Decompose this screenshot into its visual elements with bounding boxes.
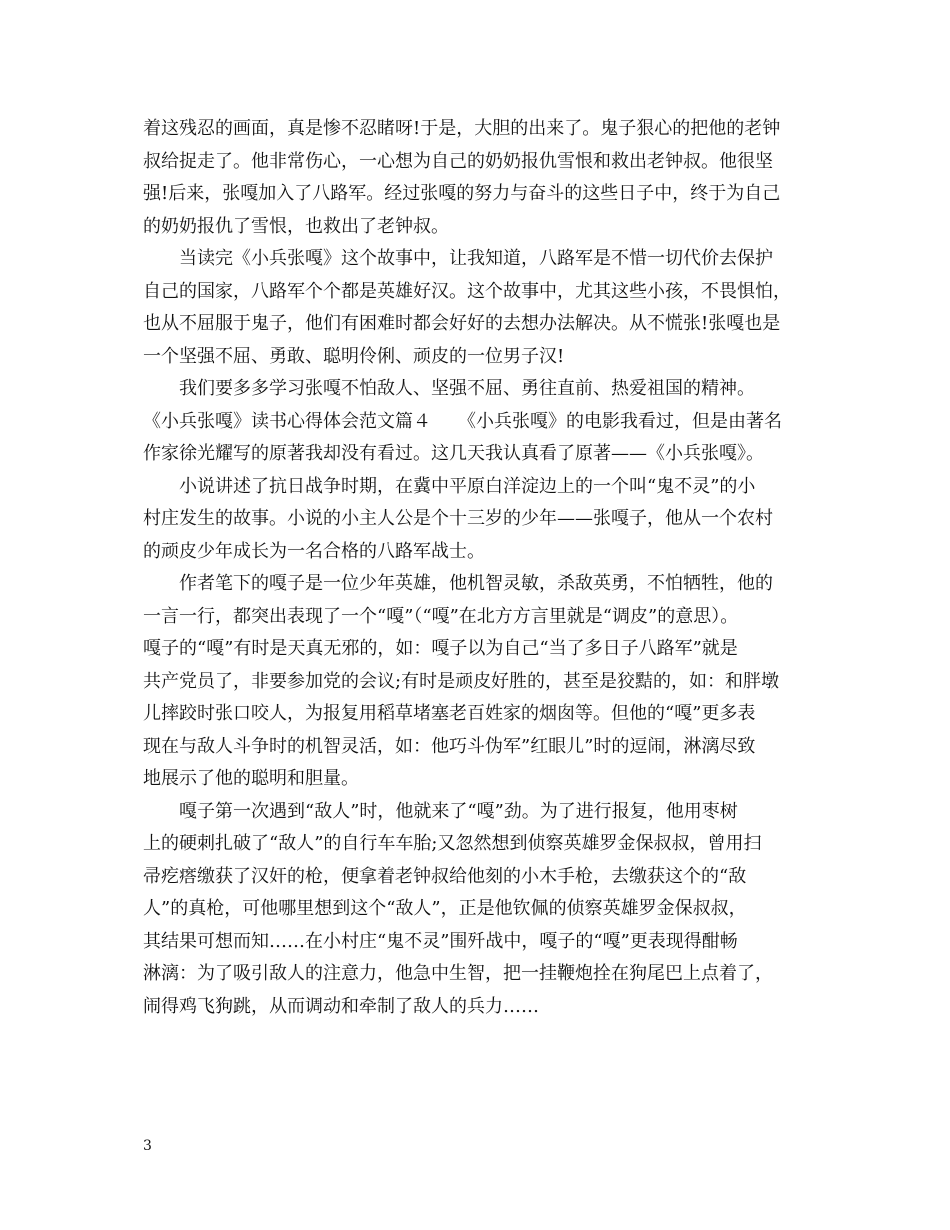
text-line: 现在与敌人斗争时的机智灵活，如：他巧斗伪军”红眼儿”时的逗闹，淋漓尽致 (143, 735, 756, 757)
text-line: 上的硬刺扎破了“敌人”的自行车车胎;又忽然想到侦察英雄罗金保叔叔，曾用扫 (143, 833, 762, 854)
text-line: 村庄发生的故事。小说的小主人公是个十三岁的少年——张嘎子，他从一个农村 (143, 508, 773, 529)
text-line: 嘎子的“嘎”有时是天真无邪的，如：嘎子以为自己“当了多日子八路军”就是 (143, 638, 738, 659)
text-line: 儿摔跤时张口咬人，为报复用稻草堵塞老百姓家的烟囱等。但他的“嘎”更多表 (143, 703, 756, 724)
text-line: 也从不屈服于鬼子，他们有困难时都会好好的去想办法解决。从不慌张!张嘎也是 (143, 313, 781, 334)
text-line: 作家徐光耀写的原著我却没有看过。这几天我认真看了原著——《小兵张嘎》。 (143, 443, 764, 464)
text-line: 一个坚强不屈、勇敢、聪明伶俐、顽皮的一位男子汉! (143, 345, 565, 367)
text-line: 强!后来，张嘎加入了八路军。经过张嘎的努力与奋斗的这些日子中，终于为自己 (143, 183, 781, 204)
text-line: 叔给捉走了。他非常伤心，一心想为自己的奶奶报仇雪恨和救出老钟叔。他很坚 (143, 150, 773, 172)
text-line: 《小兵张嘎》读书心得体会范文篇４ 《小兵张嘎》的电影我看过，但是由著名 (143, 410, 782, 432)
text-line: 当读完《小兵张嘎》这个故事中，让我知道，八路军是不惜一切代价去保护 (179, 248, 773, 269)
text-line: 作者笔下的嘎子是一位少年英雄，他机智灵敏，杀敌英勇，不怕牺牲，他的 (179, 573, 773, 594)
text-line: 帚疙瘩缴获了汉奸的枪，便拿着老钟叔给他刻的小木手枪，去缴获这个的“敌 (143, 865, 747, 887)
text-line: 闹得鸡飞狗跳，从而调动和牵制了敌人的兵力…… (143, 995, 539, 1017)
text-line: 人”的真枪，可他哪里想到这个“敌人”，正是他钦佩的侦察英雄罗金保叔叔， (143, 898, 747, 919)
text-line: 一言一行，都突出表现了一个“嘎”（“嘎”在北方方言里就是“调皮”的意思）。 (143, 605, 739, 627)
text-line: 小说讲述了抗日战争时期，在冀中平原白洋淀边上的一个叫“鬼不灵”的小 (179, 475, 756, 497)
text-line: 嘎子第一次遇到“敌人”时，他就来了“嘎”劲。为了进行报复，他用枣树 (179, 800, 738, 822)
text-line: 其结果可想而知……在小村庄“鬼不灵”围歼战中，嘎子的“嘎”更表现得酣畅 (143, 930, 738, 952)
text-line: 淋漓：为了吸引敌人的注意力，他急中生智，把一挂鞭炮拴在狗尾巴上点着了， (143, 963, 773, 984)
text-line: 的顽皮少年成长为一名合格的八路军战士。 (143, 540, 485, 562)
text-line: 的奶奶报仇了雪恨，也救出了老钟叔。 (143, 215, 449, 237)
text-line: 我们要多多学习张嘎不怕敌人、坚强不屈、勇往直前、热爱祖国的精神。 (179, 378, 755, 399)
document-body (143, 113, 815, 1023)
text-line: 地展示了他的聪明和胆量。 (143, 768, 359, 789)
page-number: 3 (143, 1138, 152, 1154)
text-line: 着这残忍的画面，真是惨不忍睹呀!于是，大胆的出来了。鬼子狠心的把他的老钟 (143, 118, 781, 139)
text-line: 自己的国家，八路军个个都是英雄好汉。这个故事中，尤其这些小孩，不畏惧怕， (143, 280, 791, 302)
text-line: 共产党员了，非要参加党的会议;有时是顽皮好胜的，甚至是狡黠的，如：和胖墩 (143, 670, 780, 692)
